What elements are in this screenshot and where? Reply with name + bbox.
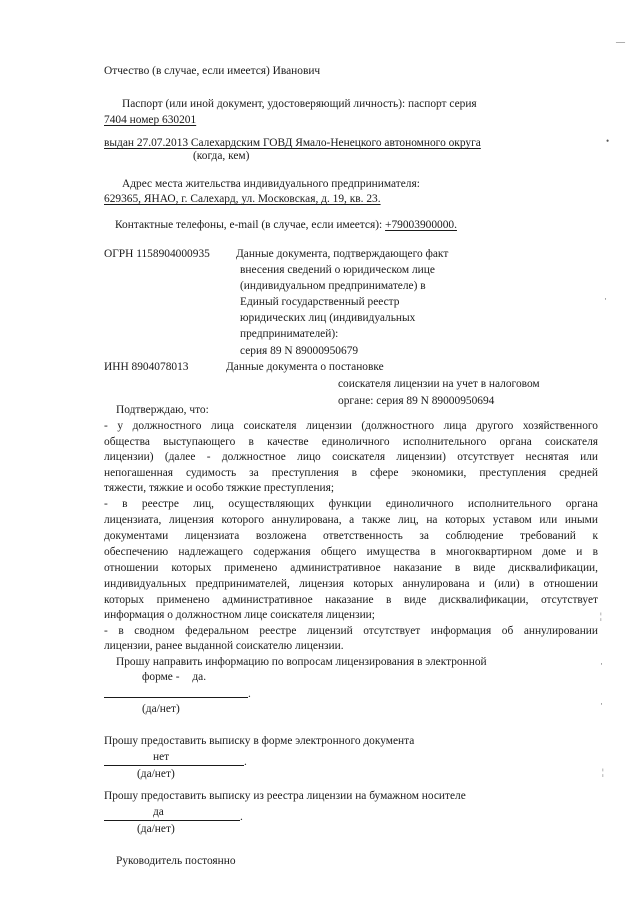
contacts-value: +79003900000.	[385, 219, 457, 231]
patronymic-label: Отчество (в случае, если имеется)	[104, 65, 270, 77]
confirm-line-10: отношении которых применено административное наказание в виде дисквалификации,	[104, 562, 598, 574]
confirm-line-3: лицензии) (далее - должностное лицо соискателя лицензии) отсутствует неснятая или	[104, 451, 598, 463]
ogrn-label: ОГРН 1158904000935	[104, 248, 210, 260]
request-electronic-value: да.	[192, 671, 207, 683]
request-electronic-hint: (да/нет)	[142, 703, 180, 715]
request-extract-paper-rule	[104, 820, 240, 821]
inn-line-1: Данные документа о постановке	[226, 361, 384, 373]
scan-mark-5: ·	[600, 659, 603, 669]
request-electronic-line1: Прошу направить информацию по вопросам лицензирования в электронной	[116, 656, 487, 668]
confirm-line-15: лицензии, ранее выданной соискателю лицензии.	[104, 640, 344, 652]
confirm-line-1: - у должностного лица соискателя лицензии (должностного лица другого хозяйственного	[104, 420, 598, 432]
scan-mark-7: ¦	[602, 767, 604, 777]
request-extract-electronic-value: нет	[153, 751, 170, 763]
ogrn-line-3: (индивидуальном предпринимателе) в	[240, 280, 426, 292]
passport-label: Паспорт (или иной документ, удостоверяющий личность):	[122, 98, 406, 110]
inn-line-3: органе: серия 89 N 89000950694	[338, 395, 495, 407]
passport-line	[122, 98, 477, 112]
patronymic-value: Иванович	[272, 65, 321, 77]
confirm-line-8: документами лицензиата возложена ответственность за соблюдение требований к	[104, 530, 598, 542]
confirm-line-4: непогашенная судимость за преступления в сфере экономики, преступления средней	[104, 467, 598, 479]
passport-number: 7404 номер 630201	[104, 114, 197, 126]
confirm-line-6: - в реестре лиц, осуществляющих функции единоличного исполнительного органа	[104, 498, 598, 510]
confirm-line-9: обеспечению надлежащего содержания общего имущества в многоквартирном доме и в	[104, 546, 598, 558]
ogrn-line-5: юридических лиц (индивидуальных	[240, 312, 416, 324]
inn-line-2: соискателя лицензии на учет в налоговом	[338, 378, 540, 390]
passport-issued: выдан 27.07.2013 Салехардским ГОВД Ямало-Ненецкого автономного округа	[104, 137, 481, 149]
passport-issued-hint: (когда, кем)	[193, 150, 250, 162]
address-label: Адрес места жительства индивидуального предпринимателя:	[122, 178, 420, 190]
address-value: 629365, ЯНАО, г. Салехард, ул. Московская, д. 19, кв. 23.	[104, 193, 381, 205]
scan-mark-3: ·	[604, 294, 607, 304]
inn-label: ИНН 8904078013	[104, 361, 189, 373]
ogrn-line-6: предпринимателей):	[240, 328, 339, 340]
request-extract-paper-dot: .	[240, 811, 243, 823]
scan-mark-2: •	[606, 136, 610, 146]
request-extract-paper-value: да	[153, 806, 164, 818]
request-extract-paper-label: Прошу предоставить выписку из реестра лицензии на бумажном носителе	[104, 790, 466, 802]
contacts-line	[115, 219, 457, 233]
confirm-line-7: лицензиата, лицензия которого аннулирована, а также лиц, на которых уставом или иными	[104, 514, 598, 526]
confirm-line-11: индивидуальных предпринимателей, лицензия которых аннулирована и (или) в отношении	[104, 578, 598, 590]
confirm-line-2: общества выступающего в качестве единоличного исполнительного органа соискателя	[104, 436, 598, 448]
contacts-label: Контактные телефоны, e-mail (в случае, если имеется):	[115, 219, 383, 231]
ogrn-line-1: Данные документа, подтверждающего факт	[236, 248, 449, 260]
request-electronic-line2	[142, 671, 206, 685]
signature-label: Руководитель постоянно	[116, 855, 236, 867]
scan-mark-4: ¦	[600, 611, 602, 621]
confirm-line-12: которых применено административное наказание в виде дисквалификации, отсутствует	[104, 594, 598, 606]
patronymic-line	[104, 65, 320, 79]
request-electronic-dot: .	[248, 688, 251, 700]
request-extract-electronic-dot: .	[244, 756, 247, 768]
scan-mark-6: ·	[600, 699, 603, 709]
scan-mark-1: —	[616, 37, 625, 47]
ogrn-line-2: внесения сведений о юридическом лице	[240, 264, 435, 276]
request-electronic-prefix: форме -	[142, 671, 180, 683]
confirm-heading: Подтверждаю, что:	[116, 404, 209, 416]
request-extract-electronic-label: Прошу предоставить выписку в форме электронного документа	[104, 735, 415, 747]
request-extract-electronic-hint: (да/нет)	[137, 768, 175, 780]
confirm-line-14: - в сводном федеральном реестре лицензий отсутствует информация об аннулировании	[104, 625, 598, 637]
passport-type: паспорт серия	[408, 98, 477, 110]
ogrn-line-4: Единый государственный реестр	[240, 296, 400, 308]
confirm-line-13: информация о должностном лице соискателя лицензии;	[104, 609, 375, 621]
ogrn-line-7: серия 89 N 89000950679	[240, 345, 359, 357]
request-extract-electronic-rule	[104, 765, 244, 766]
request-electronic-rule	[104, 697, 248, 698]
confirm-line-5: тяжести, тяжкие и особо тяжкие преступления;	[104, 482, 335, 494]
request-extract-paper-hint: (да/нет)	[137, 823, 175, 835]
